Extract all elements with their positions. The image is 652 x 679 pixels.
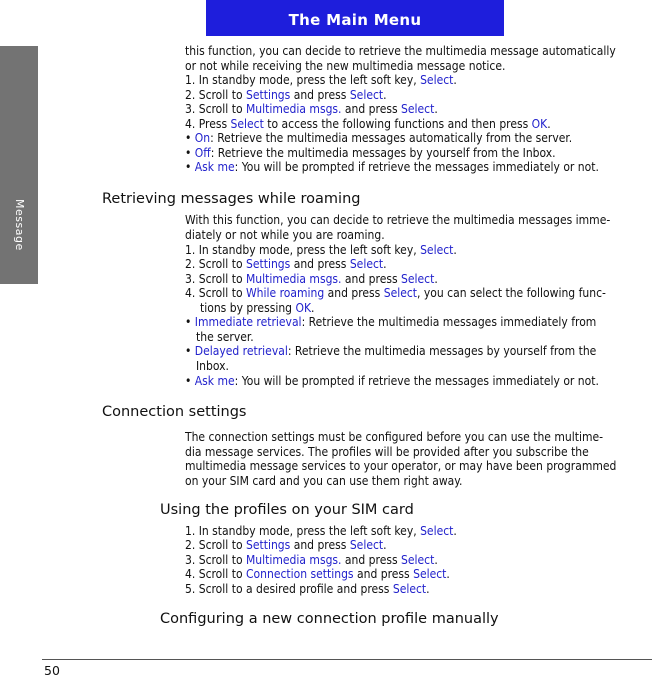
menu-term: Ask me bbox=[194, 374, 235, 388]
heading-roaming: Retrieving messages while roaming bbox=[102, 191, 361, 207]
menu-term: OK bbox=[295, 301, 312, 315]
roaming-option-delayed: • Delayed retrieval: Retrieve the multimedia messages by yourself from the bbox=[185, 344, 597, 358]
roaming-desc: diately or not while you are roaming. bbox=[185, 228, 385, 242]
menu-term: Delayed retrieval bbox=[194, 344, 288, 358]
menu-term: Select bbox=[413, 567, 447, 581]
menu-term: OK bbox=[531, 117, 548, 131]
connection-desc: dia message services. The profiles will be provided after you subscribe the bbox=[185, 445, 589, 459]
intro-step-3: 3. Scroll to Multimedia msgs. and press Select. bbox=[185, 102, 438, 116]
roaming-step-1: 1. In standby mode, press the left soft key, Select. bbox=[185, 243, 457, 257]
menu-term: Select bbox=[401, 553, 435, 567]
sim-step-4: 4. Scroll to Connection settings and press Select. bbox=[185, 567, 450, 581]
roaming-step-3: 3. Scroll to Multimedia msgs. and press Select. bbox=[185, 272, 438, 286]
sim-step-5: 5. Scroll to a desired profile and press Select. bbox=[185, 582, 430, 596]
intro-step-4: 4. Press Select to access the following functions and then press OK. bbox=[185, 117, 551, 131]
menu-term: Select bbox=[392, 582, 427, 596]
side-tab-label: Message bbox=[13, 199, 26, 251]
menu-term: Select bbox=[349, 88, 384, 102]
section-side-tab bbox=[0, 46, 38, 284]
menu-term: Select bbox=[420, 524, 454, 538]
roaming-step-4-cont: tions by pressing OK. bbox=[200, 301, 315, 315]
menu-term: On bbox=[194, 131, 211, 145]
intro-option-off: • Off: Retrieve the multimedia messages by yourself from the Inbox. bbox=[185, 146, 556, 160]
roaming-step-2: 2. Scroll to Settings and press Select. bbox=[185, 257, 387, 271]
menu-term: Settings bbox=[245, 257, 291, 271]
heading-new-profile: Configuring a new connection profile manually bbox=[160, 611, 499, 627]
intro-option-ask: • Ask me: You will be prompted if retrieve the messages immediately or not. bbox=[185, 160, 599, 174]
menu-term: Multimedia msgs. bbox=[245, 272, 342, 286]
main-menu-header: The Main Menu bbox=[206, 0, 504, 36]
menu-term: Select bbox=[401, 272, 435, 286]
roaming-option-ask: • Ask me: You will be prompted if retrieve the messages immediately or not. bbox=[185, 374, 599, 388]
menu-term: Select bbox=[420, 73, 454, 87]
connection-desc: multimedia message services to your operator, or may have been programmed bbox=[185, 459, 617, 473]
menu-term: Immediate retrieval bbox=[194, 315, 302, 329]
roaming-option-immediate-cont: the server. bbox=[196, 330, 254, 344]
heading-sim-profiles: Using the profiles on your SIM card bbox=[160, 502, 414, 518]
intro-step-2: 2. Scroll to Settings and press Select. bbox=[185, 88, 387, 102]
sim-step-3: 3. Scroll to Multimedia msgs. and press Select. bbox=[185, 553, 438, 567]
menu-term: Multimedia msgs. bbox=[245, 102, 342, 116]
menu-term: Settings bbox=[245, 88, 291, 102]
menu-term: Select bbox=[420, 243, 454, 257]
menu-term: Select bbox=[349, 538, 384, 552]
sim-step-1: 1. In standby mode, press the left soft key, Select. bbox=[185, 524, 457, 538]
intro-line: this function, you can decide to retrieve the multimedia message automatically bbox=[185, 44, 616, 58]
menu-term: Settings bbox=[245, 538, 291, 552]
menu-term: Ask me bbox=[194, 160, 235, 174]
menu-term: While roaming bbox=[245, 286, 325, 300]
roaming-step-4: 4. Scroll to While roaming and press Select, you can select the following func- bbox=[185, 286, 606, 300]
menu-term: Select bbox=[383, 286, 418, 300]
roaming-option-delayed-cont: Inbox. bbox=[196, 359, 229, 373]
intro-option-on: • On: Retrieve the multimedia messages automatically from the server. bbox=[185, 131, 573, 145]
connection-desc: on your SIM card and you can use them right away. bbox=[185, 474, 463, 488]
heading-connection-settings: Connection settings bbox=[102, 404, 247, 420]
menu-term: Select bbox=[349, 257, 384, 271]
sim-step-2: 2. Scroll to Settings and press Select. bbox=[185, 538, 387, 552]
intro-step-1: 1. In standby mode, press the left soft key, Select. bbox=[185, 73, 457, 87]
menu-term: Select bbox=[401, 102, 435, 116]
roaming-option-immediate: • Immediate retrieval: Retrieve the multimedia messages immediately from bbox=[185, 315, 597, 329]
roaming-desc: With this function, you can decide to retrieve the multimedia messages imme- bbox=[185, 213, 611, 227]
menu-term: Off bbox=[194, 146, 211, 160]
page-number: 50 bbox=[44, 663, 60, 678]
menu-term: Select bbox=[230, 117, 264, 131]
menu-term: Multimedia msgs. bbox=[245, 553, 342, 567]
connection-desc: The connection settings must be configured before you can use the multime- bbox=[185, 430, 604, 444]
intro-line: or not while receiving the new multimedia message notice. bbox=[185, 59, 506, 73]
menu-term: Connection settings bbox=[245, 567, 354, 581]
footer-divider bbox=[42, 659, 652, 660]
